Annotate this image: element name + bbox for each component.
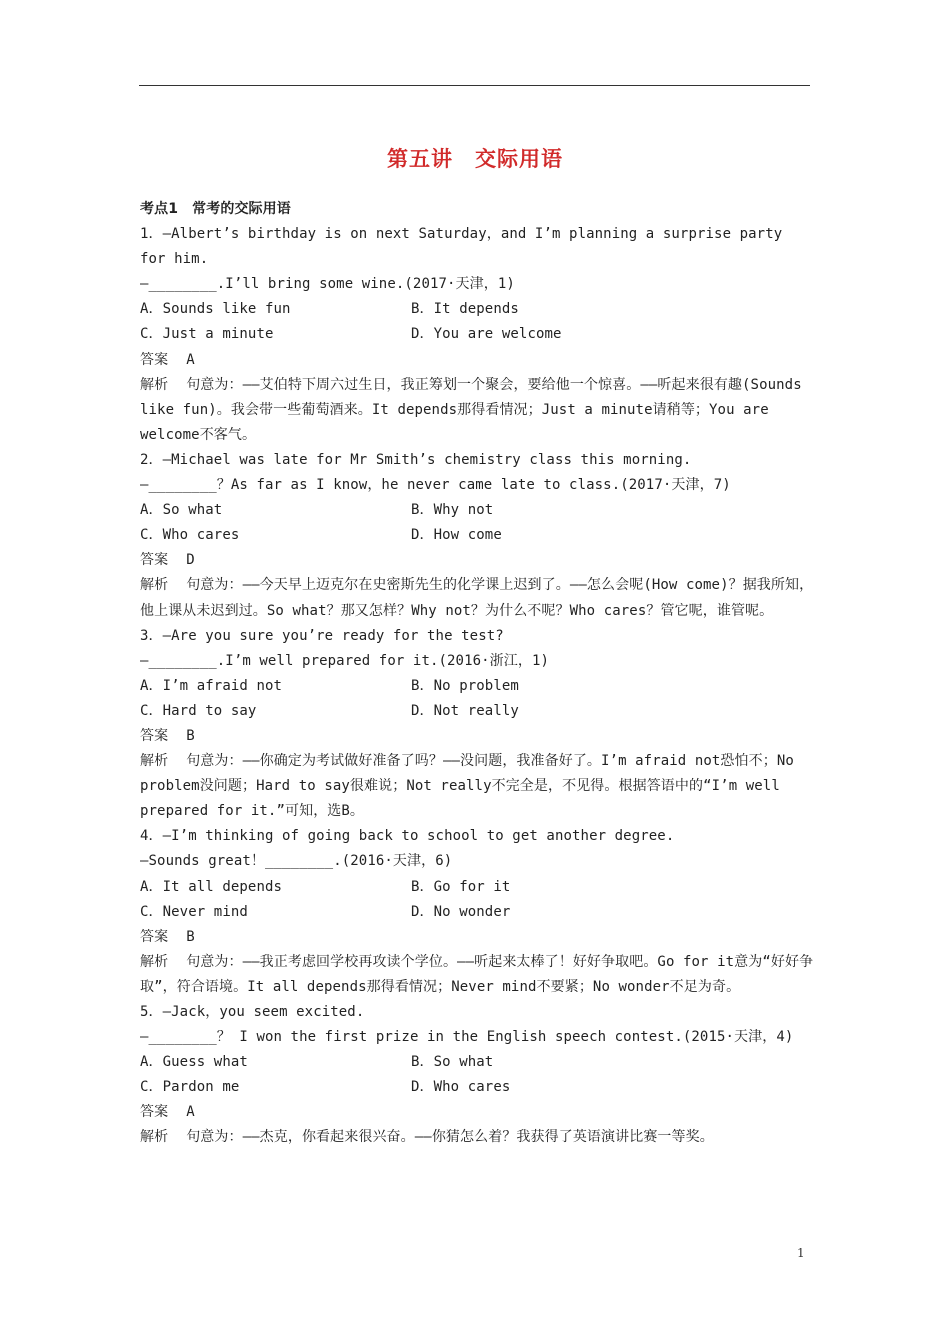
option-a: A．Sounds like fun <box>140 301 291 318</box>
answer-label: 答案 <box>140 1104 169 1121</box>
option-a: A．I’m afraid not <box>140 677 283 694</box>
question-2 <box>140 448 820 624</box>
question-response: —________？As far as I know，he never came late to class.(2017·天津，7) <box>140 477 731 494</box>
question-5 <box>140 1000 820 1151</box>
explanation <box>140 950 820 1000</box>
option-b: B．Go for it <box>411 878 511 895</box>
explanation-label: 解析 <box>140 953 169 970</box>
answer-value: A <box>186 351 195 368</box>
options-row <box>140 674 820 699</box>
explanation-label: 解析 <box>140 1129 169 1146</box>
option-c: C．Who cares <box>140 527 240 544</box>
question-stem-cont: for him. <box>140 251 209 268</box>
explanation <box>140 573 820 623</box>
explanation-text: 句意为：——你确定为考试做好准备了吗？——没问题，我准备好了。I’m afraid not恐怕不；No problem没问题；Hard to say很难说；Not really不完全是，不见得。根据答语中的“I’m well prepared for it.”可知，选B。 <box>140 753 794 820</box>
explanation-label: 解析 <box>140 577 169 594</box>
question-4 <box>140 824 820 1000</box>
option-b: B．No problem <box>411 677 519 694</box>
option-b: B．It depends <box>411 301 519 318</box>
question-response: —________.I’ll bring some wine.(2017·天津，1) <box>140 276 515 293</box>
answer-line <box>140 1100 820 1125</box>
explanation <box>140 1125 820 1150</box>
option-b: B．So what <box>411 1054 494 1071</box>
options-row <box>140 1075 820 1100</box>
option-d: D．Not really <box>411 702 519 719</box>
answer-line <box>140 925 820 950</box>
option-a: A．So what <box>140 502 223 519</box>
explanation <box>140 749 820 824</box>
page-number: 1 <box>797 1246 805 1260</box>
options-row <box>140 900 820 925</box>
question-stem: 4．—I’m thinking of going back to school to get another degree. <box>140 828 675 845</box>
answer-line <box>140 724 820 749</box>
answer-line <box>140 348 820 373</box>
options-row <box>140 699 820 724</box>
option-a: A．It all depends <box>140 878 283 895</box>
content-body <box>140 197 820 1151</box>
answer-line <box>140 548 820 573</box>
header-rule <box>139 85 810 86</box>
explanation-text: 句意为：——杰克，你看起来很兴奋。——你猜怎么着？我获得了英语演讲比赛一等奖。 <box>186 1129 714 1146</box>
answer-value: B <box>186 727 195 744</box>
option-d: D．No wonder <box>411 903 511 920</box>
question-3 <box>140 624 820 825</box>
answer-label: 答案 <box>140 727 169 744</box>
question-1 <box>140 222 820 448</box>
explanation <box>140 373 820 448</box>
answer-value: D <box>186 552 195 569</box>
explanation-text: 句意为：——艾伯特下周六过生日，我正筹划一个聚会，要给他一个惊喜。——听起来很有趣(Sounds like fun)。我会带一些葡萄酒来。It depends那得看情况；Just a minute请稍等；You are welcome不客气。 <box>140 376 802 443</box>
question-stem: 1．—Albert’s birthday is on next Saturday，and I’m planning a surprise party <box>140 226 783 243</box>
explanation-label: 解析 <box>140 753 169 770</box>
answer-value: A <box>186 1104 195 1121</box>
answer-label: 答案 <box>140 928 169 945</box>
options-row <box>140 322 820 347</box>
explanation-text: 句意为：——我正考虑回学校再攻读个学位。——听起来太棒了！好好争取吧。Go for it意为“好好争取”，符合语境。It all depends那得看情况；Never mind不要紧；No wonder不足为奇。 <box>140 953 814 995</box>
option-c: C．Hard to say <box>140 702 257 719</box>
explanation-text: 句意为：——今天早上迈克尔在史密斯先生的化学课上迟到了。——怎么会呢(How come)？据我所知，他上课从未迟到过。So what？那又怎样？Why not？为什么不呢？Who cares？管它呢，谁管呢。 <box>140 577 814 619</box>
question-stem: 5．—Jack，you seem excited. <box>140 1004 365 1020</box>
answer-label: 答案 <box>140 552 169 569</box>
question-stem: 2．—Michael was late for Mr Smith’s chemistry class this morning. <box>140 451 692 468</box>
answer-value: B <box>186 928 195 945</box>
option-a: A．Guess what <box>140 1054 248 1071</box>
section-heading: 考点1 常考的交际用语 <box>140 201 291 217</box>
option-c: C．Just a minute <box>140 326 274 343</box>
option-d: D．You are welcome <box>411 326 562 343</box>
options-row <box>140 875 820 900</box>
question-response: —________.I’m well prepared for it.(2016·浙江，1) <box>140 652 550 669</box>
answer-label: 答案 <box>140 351 169 368</box>
options-row <box>140 498 820 523</box>
option-c: C．Pardon me <box>140 1079 240 1096</box>
option-b: B．Why not <box>411 502 494 519</box>
options-row <box>140 1050 820 1075</box>
question-stem: 3．—Are you sure you’re ready for the test? <box>140 627 504 644</box>
option-d: D．How come <box>411 527 502 544</box>
option-c: C．Never mind <box>140 903 248 920</box>
option-d: D．Who cares <box>411 1079 511 1096</box>
options-row <box>140 297 820 322</box>
explanation-label: 解析 <box>140 376 169 393</box>
question-response: —________？ I won the first prize in the English speech contest.(2015·天津，4) <box>140 1029 794 1046</box>
options-row <box>140 523 820 548</box>
question-response: —Sounds great！________.(2016·天津，6) <box>140 853 453 870</box>
page-title: 第五讲 交际用语 <box>387 146 563 171</box>
